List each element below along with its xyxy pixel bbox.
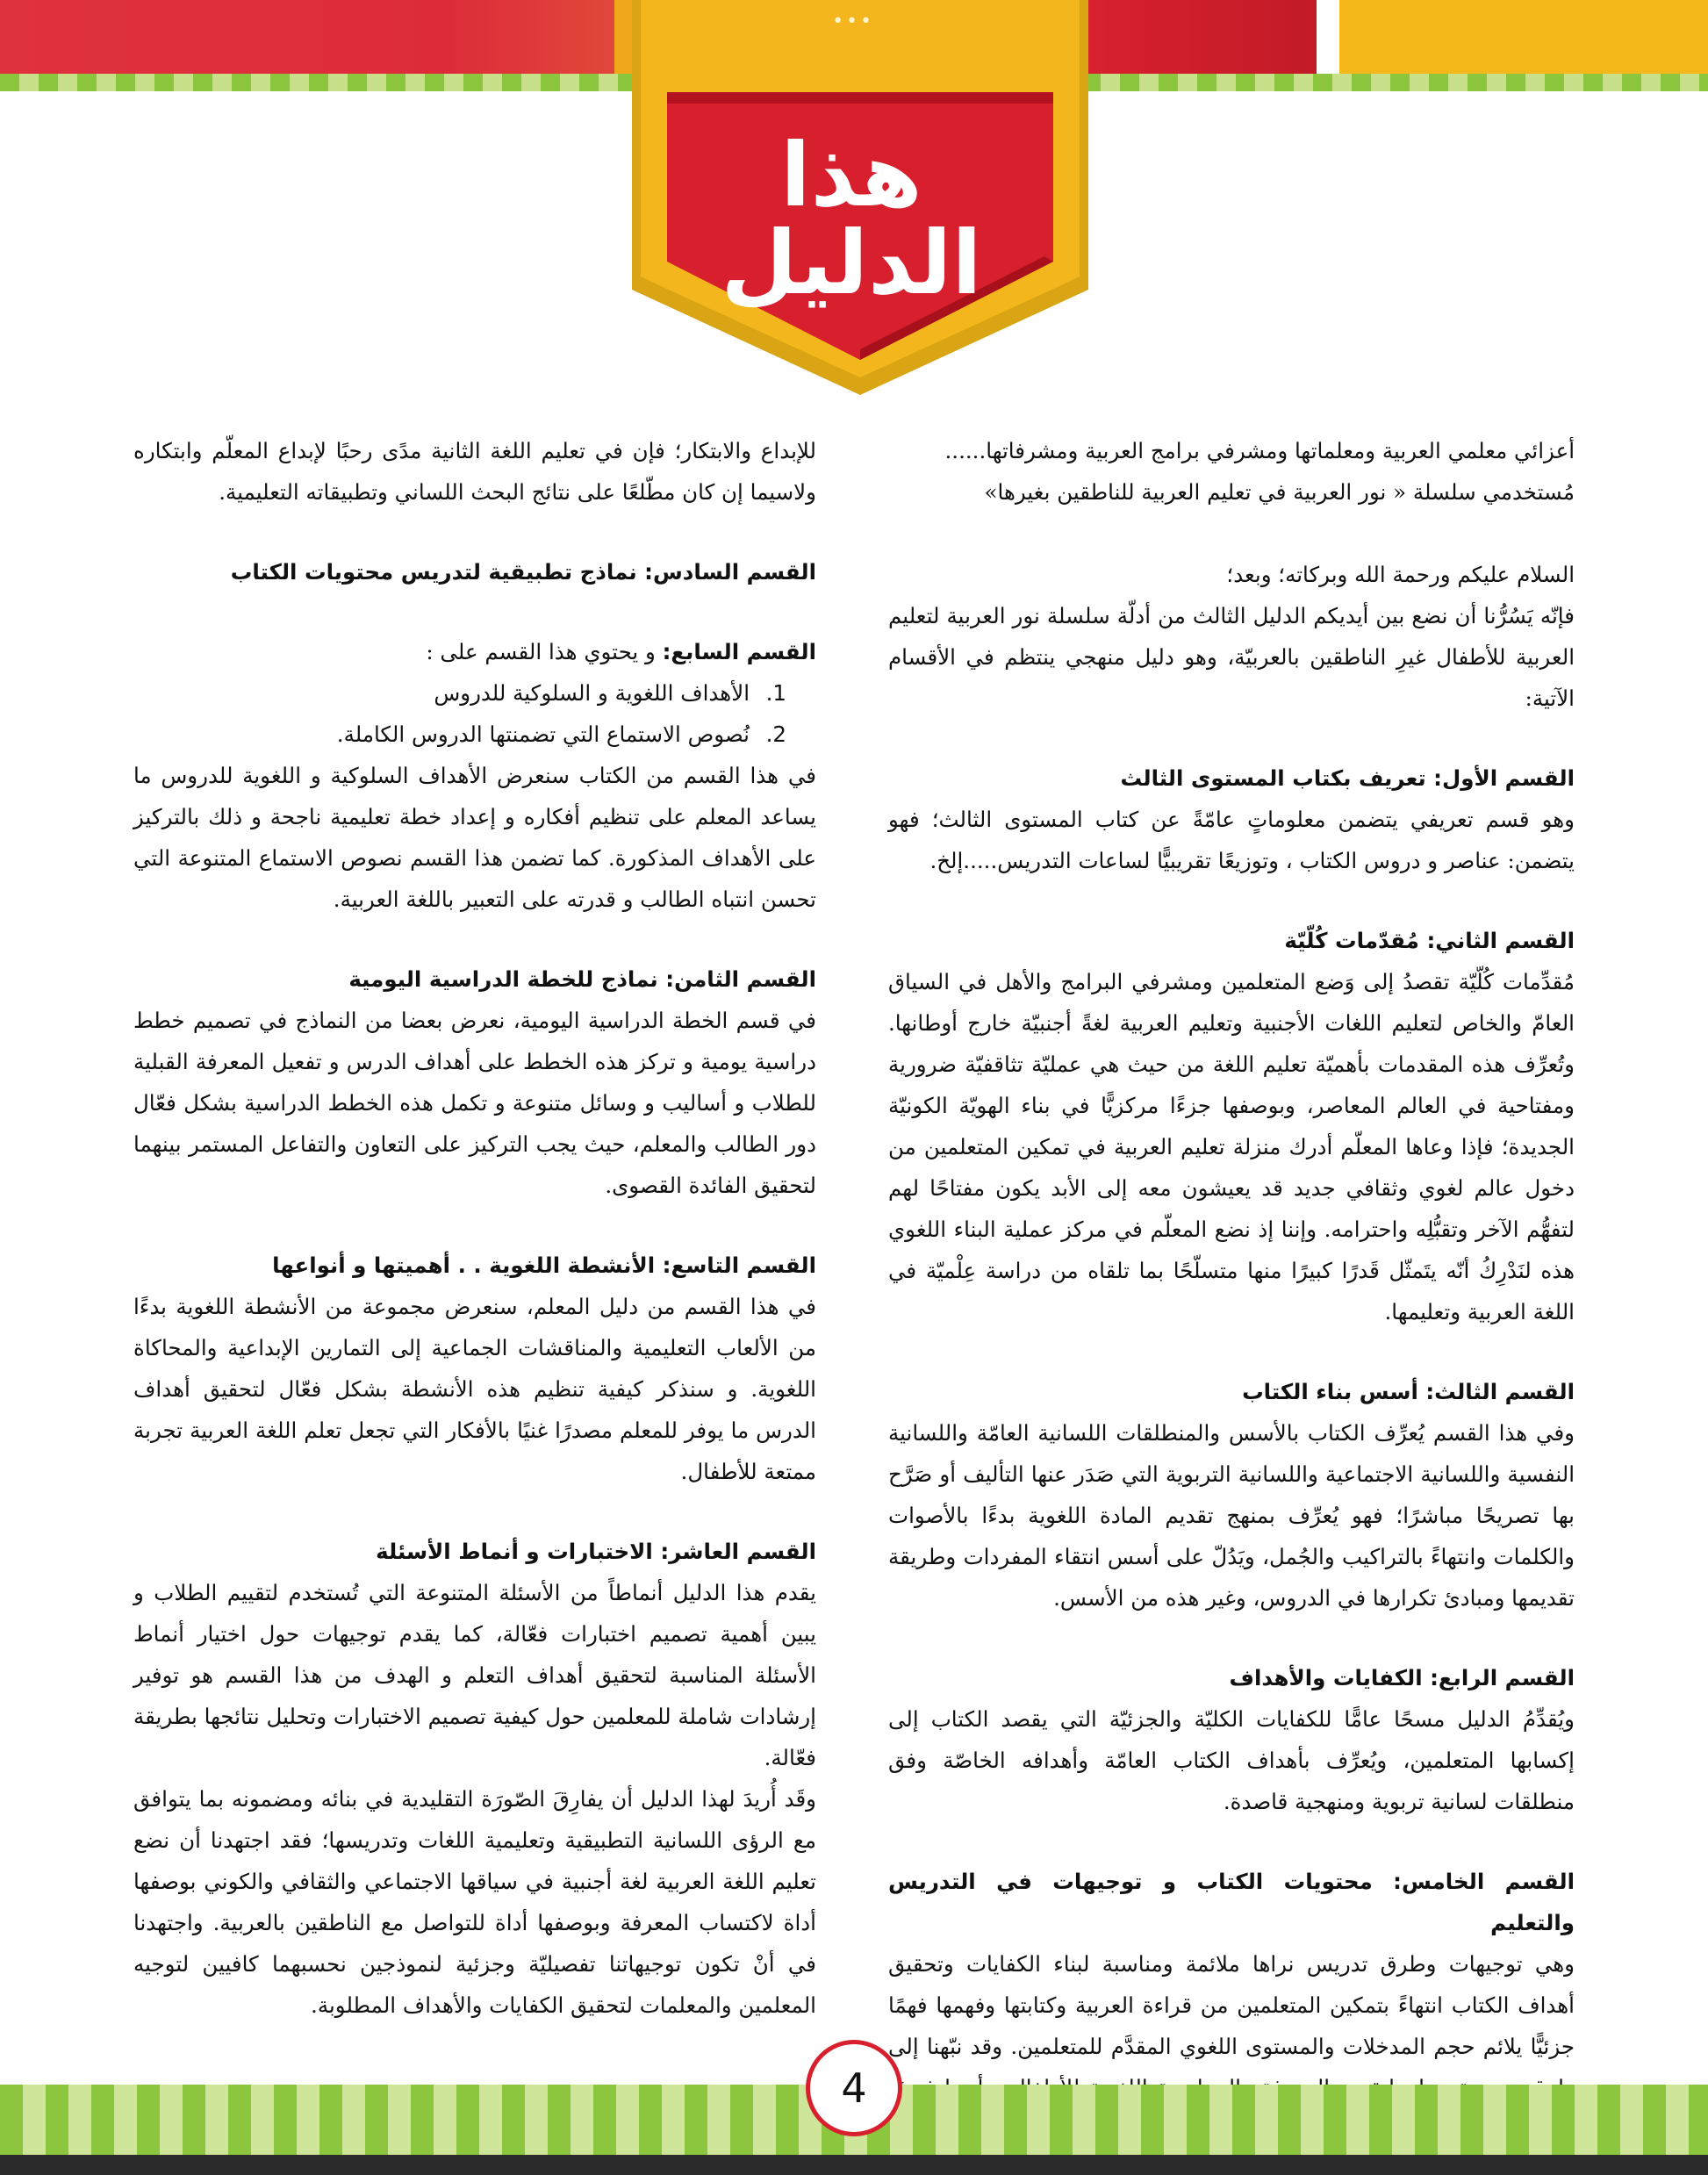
- section-body: في قسم الخطة الدراسية اليومية، نعرض بعضا من النماذج في تصميم خطط دراسية يومية و تركز هذه الخطط على أهداف الدرس و تفعيل المعرفة القبلية للطلاب و أساليب و وسائل متنوعة و تكمل هذه الخطط الدراسية بشكل فعّال دور الطالب والمعلم، حيث يجب التركيز على التعاون والتفاعل المستمر بينهما لتحقيق الفائدة القصوى.: [133, 1008, 816, 1198]
- section-body: وهي توجيهات وطرق تدريس نراها ملائمة ومناسبة لبناء الكفايات وتحقيق أهداف الكتاب انتهاءً بتمكين المتعلمين من قراءة العربية وكتابتها وفهمها فهمًا جزئيًّا يلائم حجم المدخلات والمستوى اللغوي المقدَّم للمتعلمين. وقد نبّهنا إلى: [888, 1951, 1575, 2059]
- intro-line: مُستخدمي سلسلة « نور العربية في تعليم العربية للناطقين بغيرها»: [984, 479, 1575, 505]
- section-heading: القسم الأول: تعريف بكتاب المستوى الثالث: [1120, 765, 1575, 791]
- section-heading: القسم التاسع: الأنشطة اللغوية . . أهميتها و أنواعها: [272, 1253, 816, 1278]
- list-text: الأهداف اللغوية و السلوكية للدروس: [434, 680, 750, 706]
- intro-line: أعزائي معلمي العربية ومعلماتها ومشرفي برامج العربية ومشرفاتها......: [944, 438, 1575, 463]
- section-body: في هذا القسم من الكتاب سنعرض الأهداف السلوكية و اللغوية للدروس ما يساعد المعلم على تنظيم أفكاره و إعداد خطة تعليمية ناجحة و ذلك بالتركيز على الأهداف المذكورة. كما تضمن هذا القسم نصوص الاستماع المتنوعة التي تحسن انتباه الطالب و قدرته على التعبير باللغة العربية.: [133, 763, 816, 912]
- handle-dots: •••: [832, 11, 874, 32]
- section-body: مُقدِّمات كُلّيّة تقصدُ إلى وَضع المتعلمين ومشرفي البرامج والأهل في السياق العامّ والخاص لتعليم اللغات الأجنبية وتعليم العربية لغةً أجنبيّة خارج أوطانها. وتُعرِّف هذه المقدمات بأهميّة تعليم اللغة من حيث هي عمليّة تثاقفيّة ضرورية ومفتاحية في العالم المعاصر، وبوصفها جزءًا مركزيًّا في بناء الهويّة الكونيّة الجديدة؛ فإذا وعاها المعلّم أدرك منزلة تعليم العربية في تمكين المتعلمين من دخول عالم لغوي وثقافي جديد قد يعيشون معه إلى الأبد يكون مفتاحًا لهم لتفهُّم الآخر وتقبُّلِه واحترامه. وإننا إذ نضع المعلّم في مركز عملية البناء اللغوي هذه لنَدْرِكُ أنّه يتَمثّل قَدرًا كبيرًا منها متسلّحًا بما تلقاه من دراسة عِلْميّة في اللغة العربية وتعليمها.: [888, 969, 1575, 1324]
- section-body: في هذا القسم من دليل المعلم، سنعرض مجموعة من الأنشطة اللغوية بدءًا من الألعاب التعليمية والمناقشات الجماعية إلى التمارين الإبداعية والمحاكاة اللغوية. و سنذكر كيفية تنظيم هذه الأنشطة بشكل فعّال لتحقيق أهداف الدرس ما يوفر للمعلم مصدرًا غنيًا بالأفكار التي تجعل تعلم اللغة العربية تجربة ممتعة للأطفال.: [133, 1294, 816, 1484]
- left-column: [133, 430, 816, 2026]
- list-text: نُصوص الاستماع التي تضمنتها الدروس الكاملة.: [336, 721, 750, 747]
- greeting: السلام عليكم ورحمة الله وبركاته؛ وبعد؛: [1226, 562, 1575, 587]
- page-title: هذا الدليل: [721, 124, 982, 314]
- header-red-band-right: [1088, 0, 1317, 74]
- closing-paragraph: وقَد أُريدَ لهذا الدليل أن يفارِقَ الصّورَة التقليدية في بنائه ومضمونه بما يتوافق مع الرؤى اللسانية التطبيقية وتعليمية اللغات وتدريسها؛ فقد اجتهدنا أن نضع تعليم اللغة العربية لغة أجنبية في سياقها الاجتماعي والثقافي والكوني بوصفها أداة لاكتساب المعرفة وبوصفها أداة للتواصل مع الناطقين بالعربية. واجتهدنا في أنْ تكون توجيهاتنا تفصيليّة وجزئية لنموذجين نحسبهما كافيين لتوجيه المعلمين والمعلمات لتحقيق الكفايات والأهداف المطلوبة.: [133, 1786, 816, 2018]
- section-heading: القسم الخامس: محتويات الكتاب و توجيهات في التدريس والتعليم: [888, 1869, 1575, 1935]
- section-heading-rest: و يحتوي هذا القسم على :: [426, 639, 663, 664]
- right-column: [888, 430, 1575, 2150]
- section-heading: القسم الثاني: مُقدّمات كُلّيّة: [1284, 928, 1575, 953]
- section-body: يقدم هذا الدليل أنماطاً من الأسئلة المتنوعة التي تُستخدم لتقييم الطلاب و يبين أهمية تصميم اختبارات فعّالة، كما يقدم توجيهات حول اختيار أنماط الأسئلة المناسبة لتحقيق أهداف التعلم و الهدف من هذا القسم هو توفير إرشادات شاملة للمعلمين حول كيفية تصميم الاختبارات وتحليل نتائجها بطريقة فعّالة.: [133, 1580, 816, 1770]
- section-seven-list: [133, 672, 816, 755]
- section-heading: القسم العاشر: الاختبارات و أنماط الأسئلة: [376, 1539, 816, 1564]
- section-seven-heading: [133, 631, 816, 672]
- section-body: وفي هذا القسم يُعرِّف الكتاب بالأسس والمنطلقات اللسانية العامّة واللسانية النفسية واللسانية الاجتماعية واللسانية التربوية التي صَدَر عنها التأليف أو صَرَّح بها تصريحًا مباشرًا؛ فهو يُعرِّف بمنهج تقديم المادة اللغوية بدءًا بالأصوات والكلمات وانتهاءً بالتراكيب والجُمل، ويَدُلّ على أسس انتقاء المفردات وطريقة تقديمها ومبادئ تكرارها في الدروس، وغير هذه من الأسس.: [888, 1420, 1575, 1611]
- list-item: [133, 672, 786, 714]
- list-number: 1.: [765, 680, 786, 706]
- section-heading: القسم الثامن: نماذج للخطة الدراسية اليومية: [348, 966, 816, 992]
- list-number: 2.: [765, 721, 786, 747]
- header-yellow-band-right: [1339, 0, 1708, 74]
- section-heading: القسم السادس: نماذج تطبيقية لتدريس محتويات الكتاب: [230, 559, 816, 585]
- section-heading: القسم السابع:: [662, 639, 816, 664]
- continuation-paragraph: للإبداع والابتكار؛ فإن في تعليم اللغة الثانية مدًى رحبًا لإبداع المعلّم وابتكاره ولاسيما إن كان مطّلعًا على نتائج البحث اللساني وتطبيقاته التعليمية.: [133, 438, 816, 505]
- opening-paragraph: فإنّه يَسُرُّنا أن نضع بين أيديكم الدليل الثالث من أدلّة سلسلة نور العربية لتعليم العربية للأطفال غيرِ الناطقين بالعربيّة، وهو دليل منهجي ينتظم في الأقسام الآتية:: [888, 603, 1575, 711]
- footer-dark-strip: [0, 2155, 1708, 2175]
- page-number: 4: [806, 2040, 902, 2136]
- section-heading: القسم الثالث: أسس بناء الكتاب: [1242, 1379, 1575, 1404]
- header-red-band: [0, 0, 632, 74]
- section-body: وهو قسم تعريفي يتضمن معلوماتٍ عامّةً عن كتاب المستوى الثالث؛ فهو يتضمن: عناصر و دروس الكتاب ، وتوزيعًا تقريبيًّا لساعات التدريس.....إلخ.: [888, 807, 1575, 873]
- list-item: [133, 714, 786, 755]
- section-heading: القسم الرابع: الكفايات والأهداف: [1229, 1665, 1575, 1690]
- section-body: ويُقدِّمُ الدليل مسحًا عامًّا للكفايات الكليّة والجزئيّة التي يقصد الكتاب إلى إكسابها المتعلمين، ويُعرِّف بأهداف الكتاب العامّة وأهدافه الخاصّة وفق منطلقات لسانية تربوية ومنهجية قاصدة.: [888, 1706, 1575, 1814]
